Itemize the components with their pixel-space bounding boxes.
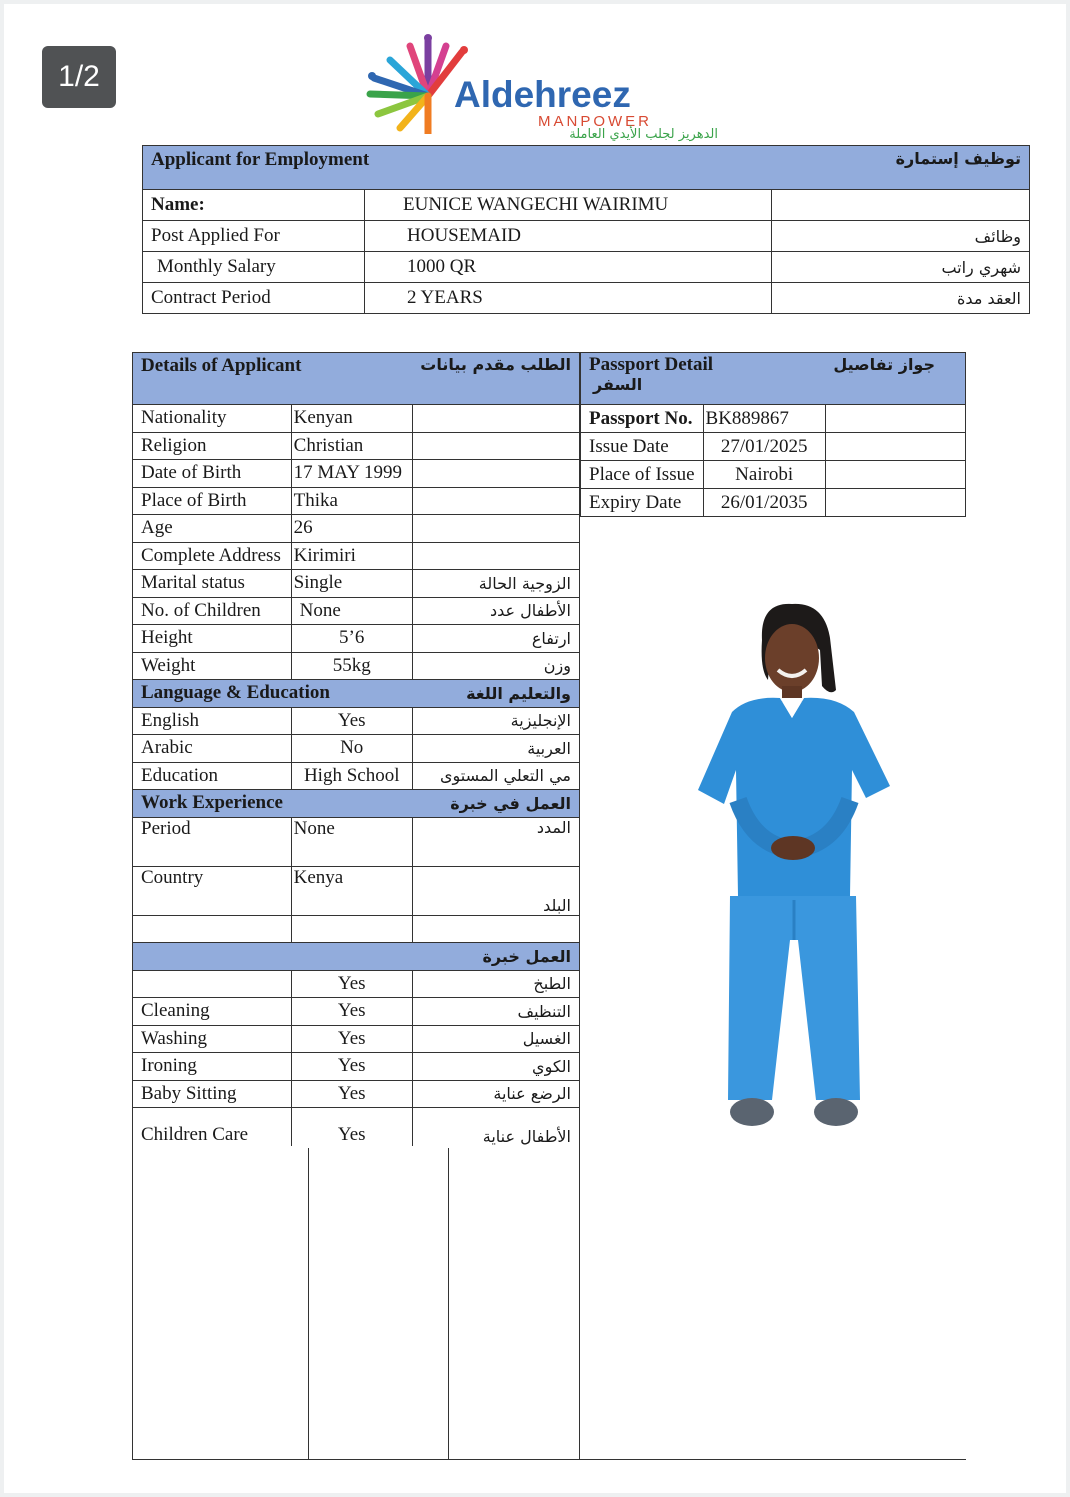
table-row [133,970,580,998]
row-label: Religion [133,432,292,460]
children-care-ar: الأطفال عناية [412,1108,579,1147]
applicant-details-table [132,352,580,1146]
employment-summary-table [142,145,1030,314]
passport-title: Passport Detail [589,354,714,375]
row-ar: الأطفال عدد [412,597,579,625]
table-row [133,1025,580,1053]
language-title-ar: والتعليم اللغة [412,680,579,708]
row-label: Place of Birth [133,487,292,515]
row-ar: العربية [412,735,579,763]
row-label: Washing [133,1025,292,1053]
row-ar: الزوجية الحالة [412,570,579,598]
table-row [133,735,580,763]
bottom-line [580,1459,966,1460]
row-ar: الطبخ [412,970,579,998]
name-ar [772,190,1030,221]
expiry-date-label: Expiry Date [581,489,704,517]
issue-date-label: Issue Date [581,433,704,461]
period-ar: المدد [412,817,579,866]
place-of-issue-label: Place of Issue [581,461,704,489]
row-ar [412,405,579,433]
row-label: Baby Sitting [133,1080,292,1108]
row-value: Kenyan [291,405,412,433]
table-row [133,570,580,598]
row-value: High School [291,762,412,790]
row-label: Date of Birth [133,460,292,488]
row-label: English [133,707,292,735]
applicant-photo [690,600,900,1150]
passport-no-value: BK889867 [703,405,825,433]
logo-arabic-text: الدهريز لجلب الأيدي العاملة [569,127,718,142]
row-value: 5’6 [291,625,412,653]
work-title-ar: العمل في خبرة [412,790,579,818]
row-label: Cleaning [133,998,292,1026]
row-value: Single [291,570,412,598]
period-label: Period [133,817,292,866]
table-row [581,461,966,489]
table-row [133,1108,580,1147]
row-value: Yes [291,1053,412,1081]
table-row [133,1080,580,1108]
post-label: Post Applied For [143,221,365,252]
table-row [581,433,966,461]
row-value: 55kg [291,652,412,680]
place-of-issue-value: Nairobi [703,461,825,489]
table-row [133,515,580,543]
children-care-label: Children Care [133,1108,292,1147]
details-title-ar: الطلب مقدم بيانات [412,353,579,405]
language-title: Language & Education [133,680,413,708]
row-ar: التنظيف [412,998,579,1026]
row-label: Education [133,762,292,790]
page-indicator: 1/2 [42,46,116,108]
row-value: Yes [291,707,412,735]
row-ar: الرضع عناية [412,1080,579,1108]
salary-label: Monthly Salary [143,252,365,283]
row-ar: مي التعلي المستوى [412,762,579,790]
row-value: Yes [291,998,412,1026]
row-ar [412,487,579,515]
column-divider [308,1148,309,1460]
table-row [133,707,580,735]
salary-value: 1000 QR [365,252,772,283]
table-row [133,915,580,943]
salary-ar: شهري راتب [772,252,1030,283]
row-value: Thika [291,487,412,515]
table-row [133,460,580,488]
row-label: Complete Address [133,542,292,570]
passport-details-table [580,352,966,517]
row-label: Arabic [133,735,292,763]
company-logo [366,34,726,146]
table-row [133,998,580,1026]
post-value: HOUSEMAID [365,221,772,252]
contract-label: Contract Period [143,283,365,314]
table-row [133,487,580,515]
employment-title-ar: توظيف إستمارة [772,146,1030,190]
period-value: None [291,817,412,866]
row-label: Ironing [133,1053,292,1081]
skills-title-ar: العمل خبرة [412,943,579,971]
table-row [581,489,966,517]
contract-ar: العقد مدة [772,283,1030,314]
row-value: Yes [291,1025,412,1053]
row-value: Kirimiri [291,542,412,570]
table-row [581,405,966,433]
row-label: Nationality [133,405,292,433]
logo-brand-text: Aldehreez [454,74,631,115]
row-ar: وزن [412,652,579,680]
issue-date-value: 27/01/2025 [703,433,825,461]
row-ar: الغسيل [412,1025,579,1053]
row-label: Weight [133,652,292,680]
row-label: Age [133,515,292,543]
country-ar: البلد [412,866,579,915]
name-label: Name: [143,190,365,221]
row-value: No [291,735,412,763]
table-row [133,542,580,570]
row-value: Yes [291,970,412,998]
row-ar [412,542,579,570]
passport-no-label: Passport No. [581,405,704,433]
passport-title-ar: جواز تفاصيل [825,353,965,405]
table-row [133,652,580,680]
row-ar [412,515,579,543]
row-label: No. of Children [133,597,292,625]
table-row [133,597,580,625]
row-label: Marital status [133,570,292,598]
passport-title-ar2: السفر [593,375,643,394]
row-ar: ارتفاع [412,625,579,653]
children-care-value: Yes [291,1108,412,1147]
row-value: 17 MAY 1999 [291,460,412,488]
table-row [133,1053,580,1081]
table-row [133,762,580,790]
row-ar: الكوي [412,1053,579,1081]
country-label: Country [133,866,292,915]
table-row [133,866,580,915]
table-row [133,817,580,866]
contract-value: 2 YEARS [365,283,772,314]
row-label: Height [133,625,292,653]
expiry-date-value: 26/01/2035 [703,489,825,517]
row-label [133,970,292,998]
row-ar [412,432,579,460]
table-row [133,432,580,460]
row-value: Christian [291,432,412,460]
work-title: Work Experience [133,790,413,818]
country-value: Kenya [291,866,412,915]
row-ar [412,460,579,488]
row-ar: الإنجليزية [412,707,579,735]
column-divider [448,1148,449,1460]
row-value: 26 [291,515,412,543]
logo-sub-text: MANPOWER [538,113,652,130]
row-value: None [291,597,412,625]
post-ar: وظائف [772,221,1030,252]
employment-title: Applicant for Employment [143,146,772,190]
name-value: EUNICE WANGECHI WAIRIMU [365,190,772,221]
row-value: Yes [291,1080,412,1108]
table-row [133,405,580,433]
table-row [133,625,580,653]
details-title: Details of Applicant [133,353,413,405]
